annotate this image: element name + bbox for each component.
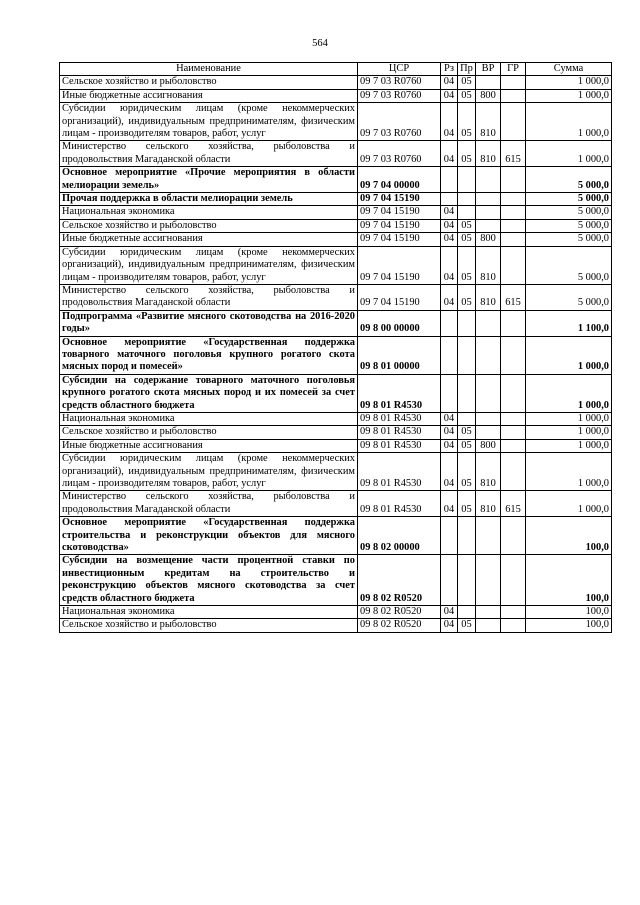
- cell-rz: [441, 517, 458, 555]
- cell-gr: [501, 76, 526, 89]
- cell-csr: 09 7 04 15190: [358, 246, 441, 284]
- cell-sum: 5 000,0: [526, 246, 612, 284]
- cell-rz: [441, 193, 458, 206]
- cell-pr: [458, 412, 476, 425]
- cell-rz: [441, 167, 458, 193]
- cell-vr: [476, 374, 501, 412]
- cell-vr: 810: [476, 103, 501, 141]
- cell-sum: 5 000,0: [526, 193, 612, 206]
- cell-vr: [476, 336, 501, 374]
- budget-table: [59, 62, 612, 633]
- table-row: [60, 439, 612, 452]
- cell-rz: 04: [441, 619, 458, 632]
- table-row: [60, 219, 612, 232]
- cell-sum: 1 100,0: [526, 310, 612, 336]
- cell-gr: [501, 453, 526, 491]
- cell-pr: [458, 193, 476, 206]
- cell-pr: 05: [458, 491, 476, 517]
- cell-gr: [501, 206, 526, 219]
- cell-csr: 09 7 03 R0760: [358, 103, 441, 141]
- cell-name: Субсидии юридическим лицам (кроме некоммерческих организаций), индивидуальным предпринимателям, физическим лицам - производителям товаров, работ, услуг: [60, 103, 358, 141]
- header-pr: Пр: [458, 63, 476, 76]
- cell-sum: 5 000,0: [526, 284, 612, 310]
- table-row: [60, 555, 612, 606]
- cell-pr: [458, 374, 476, 412]
- cell-rz: [441, 336, 458, 374]
- cell-gr: [501, 89, 526, 102]
- cell-name: Субсидии на содержание товарного маточного поголовья крупного рогатого скота мясных пород и их помесей за счет средств областного бюджета: [60, 374, 358, 412]
- cell-vr: [476, 167, 501, 193]
- cell-name: Сельское хозяйство и рыболовство: [60, 619, 358, 632]
- table-header-row: [60, 63, 612, 76]
- cell-vr: 810: [476, 141, 501, 167]
- cell-gr: [501, 167, 526, 193]
- cell-gr: 615: [501, 491, 526, 517]
- cell-csr: 09 8 00 00000: [358, 310, 441, 336]
- cell-name: Министерство сельского хозяйства, рыболовства и продовольствия Магаданской области: [60, 141, 358, 167]
- cell-vr: 810: [476, 453, 501, 491]
- cell-csr: 09 8 01 R4530: [358, 491, 441, 517]
- cell-name: Министерство сельского хозяйства, рыболовства и продовольствия Магаданской области: [60, 491, 358, 517]
- cell-pr: 05: [458, 284, 476, 310]
- cell-pr: 05: [458, 233, 476, 246]
- cell-name: Национальная экономика: [60, 412, 358, 425]
- cell-rz: 04: [441, 141, 458, 167]
- cell-name: Министерство сельского хозяйства, рыболовства и продовольствия Магаданской области: [60, 284, 358, 310]
- cell-rz: 04: [441, 426, 458, 439]
- cell-csr: 09 8 01 00000: [358, 336, 441, 374]
- cell-sum: 5 000,0: [526, 219, 612, 232]
- cell-vr: 810: [476, 491, 501, 517]
- cell-pr: 05: [458, 426, 476, 439]
- cell-vr: [476, 555, 501, 606]
- cell-rz: 04: [441, 491, 458, 517]
- cell-sum: 1 000,0: [526, 439, 612, 452]
- table-row: [60, 606, 612, 619]
- header-name: Наименование: [60, 63, 358, 76]
- cell-name: Основное мероприятие «Прочие мероприятия в области мелиорации земель»: [60, 167, 358, 193]
- header-sum: Сумма: [526, 63, 612, 76]
- cell-name: Иные бюджетные ассигнования: [60, 233, 358, 246]
- cell-gr: [501, 310, 526, 336]
- cell-csr: 09 8 02 R0520: [358, 606, 441, 619]
- cell-name: Сельское хозяйство и рыболовство: [60, 426, 358, 439]
- cell-pr: 05: [458, 103, 476, 141]
- cell-csr: 09 8 01 R4530: [358, 412, 441, 425]
- cell-gr: [501, 246, 526, 284]
- cell-rz: 04: [441, 246, 458, 284]
- cell-csr: 09 8 02 R0520: [358, 619, 441, 632]
- cell-pr: 05: [458, 89, 476, 102]
- cell-csr: 09 7 04 15190: [358, 219, 441, 232]
- cell-vr: [476, 517, 501, 555]
- cell-csr: 09 8 01 R4530: [358, 374, 441, 412]
- cell-pr: 05: [458, 619, 476, 632]
- table-row: [60, 619, 612, 632]
- cell-sum: 1 000,0: [526, 453, 612, 491]
- cell-sum: 1 000,0: [526, 412, 612, 425]
- cell-csr: 09 8 02 R0520: [358, 555, 441, 606]
- cell-gr: [501, 103, 526, 141]
- cell-vr: 810: [476, 246, 501, 284]
- cell-sum: 100,0: [526, 517, 612, 555]
- cell-sum: 100,0: [526, 606, 612, 619]
- cell-csr: 09 8 02 00000: [358, 517, 441, 555]
- table-row: [60, 141, 612, 167]
- table-row: [60, 233, 612, 246]
- cell-sum: 1 000,0: [526, 336, 612, 374]
- cell-pr: [458, 167, 476, 193]
- cell-pr: [458, 555, 476, 606]
- cell-gr: [501, 233, 526, 246]
- cell-sum: 5 000,0: [526, 233, 612, 246]
- cell-pr: 05: [458, 453, 476, 491]
- cell-csr: 09 8 01 R4530: [358, 426, 441, 439]
- cell-gr: [501, 336, 526, 374]
- table-body: [60, 76, 612, 632]
- cell-csr: 09 7 04 15190: [358, 193, 441, 206]
- cell-rz: 04: [441, 76, 458, 89]
- cell-gr: 615: [501, 284, 526, 310]
- cell-vr: 800: [476, 89, 501, 102]
- table-row: [60, 89, 612, 102]
- cell-csr: 09 7 04 15190: [358, 233, 441, 246]
- cell-vr: [476, 310, 501, 336]
- cell-vr: [476, 606, 501, 619]
- cell-gr: [501, 219, 526, 232]
- table-row: [60, 167, 612, 193]
- cell-csr: 09 7 04 00000: [358, 167, 441, 193]
- cell-rz: [441, 310, 458, 336]
- cell-csr: 09 7 03 R0760: [358, 89, 441, 102]
- cell-name: Основное мероприятие «Государственная поддержка товарного маточного поголовья крупного рогатого скота мясных пород и помесей»: [60, 336, 358, 374]
- cell-pr: [458, 206, 476, 219]
- cell-pr: [458, 517, 476, 555]
- cell-name: Национальная экономика: [60, 606, 358, 619]
- table-row: [60, 310, 612, 336]
- cell-vr: [476, 206, 501, 219]
- cell-name: Прочая поддержка в области мелиорации земель: [60, 193, 358, 206]
- cell-vr: [476, 426, 501, 439]
- cell-pr: 05: [458, 219, 476, 232]
- cell-sum: 5 000,0: [526, 167, 612, 193]
- cell-sum: 1 000,0: [526, 76, 612, 89]
- cell-vr: 800: [476, 439, 501, 452]
- cell-gr: [501, 426, 526, 439]
- cell-vr: [476, 76, 501, 89]
- table-row: [60, 426, 612, 439]
- cell-name: Основное мероприятие «Государственная поддержка строительства и реконструкции объектов для мясного скотоводства»: [60, 517, 358, 555]
- cell-rz: 04: [441, 103, 458, 141]
- cell-pr: [458, 606, 476, 619]
- table-row: [60, 517, 612, 555]
- cell-gr: [501, 619, 526, 632]
- table-row: [60, 193, 612, 206]
- cell-name: Иные бюджетные ассигнования: [60, 89, 358, 102]
- cell-name: Субсидии на возмещение части процентной ставки по инвестиционным кредитам на строительство и реконструкцию объектов мясного скотоводства за счет средств областного бюджета: [60, 555, 358, 606]
- cell-sum: 1 000,0: [526, 141, 612, 167]
- cell-gr: [501, 374, 526, 412]
- cell-csr: 09 8 01 R4530: [358, 453, 441, 491]
- cell-gr: [501, 555, 526, 606]
- cell-pr: [458, 336, 476, 374]
- cell-rz: 04: [441, 219, 458, 232]
- cell-csr: 09 7 04 15190: [358, 284, 441, 310]
- cell-csr: 09 7 03 R0760: [358, 76, 441, 89]
- cell-sum: 5 000,0: [526, 206, 612, 219]
- cell-name: Субсидии юридическим лицам (кроме некоммерческих организаций), индивидуальным предпринимателям, физическим лицам - производителям товаров, работ, услуг: [60, 453, 358, 491]
- table-row: [60, 453, 612, 491]
- cell-sum: 100,0: [526, 555, 612, 606]
- cell-rz: [441, 555, 458, 606]
- table-row: [60, 76, 612, 89]
- cell-sum: 1 000,0: [526, 103, 612, 141]
- cell-rz: 04: [441, 206, 458, 219]
- table-row: [60, 103, 612, 141]
- cell-vr: [476, 412, 501, 425]
- cell-sum: 1 000,0: [526, 491, 612, 517]
- cell-gr: [501, 606, 526, 619]
- cell-vr: [476, 619, 501, 632]
- cell-gr: [501, 412, 526, 425]
- table-row: [60, 246, 612, 284]
- table-row: [60, 284, 612, 310]
- cell-rz: 04: [441, 606, 458, 619]
- cell-csr: 09 8 01 R4530: [358, 439, 441, 452]
- cell-rz: 04: [441, 439, 458, 452]
- cell-name: Подпрограмма «Развитие мясного скотоводства на 2016-2020 годы»: [60, 310, 358, 336]
- cell-gr: [501, 517, 526, 555]
- cell-name: Сельское хозяйство и рыболовство: [60, 76, 358, 89]
- table-row: [60, 412, 612, 425]
- cell-vr: 810: [476, 284, 501, 310]
- header-gr: ГР: [501, 63, 526, 76]
- cell-pr: [458, 310, 476, 336]
- cell-rz: 04: [441, 89, 458, 102]
- cell-name: Иные бюджетные ассигнования: [60, 439, 358, 452]
- table-row: [60, 336, 612, 374]
- cell-rz: 04: [441, 453, 458, 491]
- header-vr: ВР: [476, 63, 501, 76]
- table-row: [60, 374, 612, 412]
- cell-rz: 04: [441, 412, 458, 425]
- cell-sum: 100,0: [526, 619, 612, 632]
- cell-sum: 1 000,0: [526, 426, 612, 439]
- cell-csr: 09 7 03 R0760: [358, 141, 441, 167]
- table-row: [60, 206, 612, 219]
- header-rz: Рз: [441, 63, 458, 76]
- cell-gr: [501, 193, 526, 206]
- cell-pr: 05: [458, 141, 476, 167]
- cell-name: Субсидии юридическим лицам (кроме некоммерческих организаций), индивидуальным предпринимателям, физическим лицам - производителям товаров, работ, услуг: [60, 246, 358, 284]
- cell-sum: 1 000,0: [526, 89, 612, 102]
- cell-rz: 04: [441, 233, 458, 246]
- cell-pr: 05: [458, 76, 476, 89]
- header-csr: ЦСР: [358, 63, 441, 76]
- cell-gr: [501, 439, 526, 452]
- cell-csr: 09 7 04 15190: [358, 206, 441, 219]
- cell-name: Сельское хозяйство и рыболовство: [60, 219, 358, 232]
- cell-vr: [476, 193, 501, 206]
- cell-name: Национальная экономика: [60, 206, 358, 219]
- table-row: [60, 491, 612, 517]
- cell-vr: [476, 219, 501, 232]
- cell-sum: 1 000,0: [526, 374, 612, 412]
- cell-pr: 05: [458, 246, 476, 284]
- cell-vr: 800: [476, 233, 501, 246]
- cell-rz: [441, 374, 458, 412]
- cell-gr: 615: [501, 141, 526, 167]
- page-number: 564: [312, 38, 328, 49]
- cell-rz: 04: [441, 284, 458, 310]
- cell-pr: 05: [458, 439, 476, 452]
